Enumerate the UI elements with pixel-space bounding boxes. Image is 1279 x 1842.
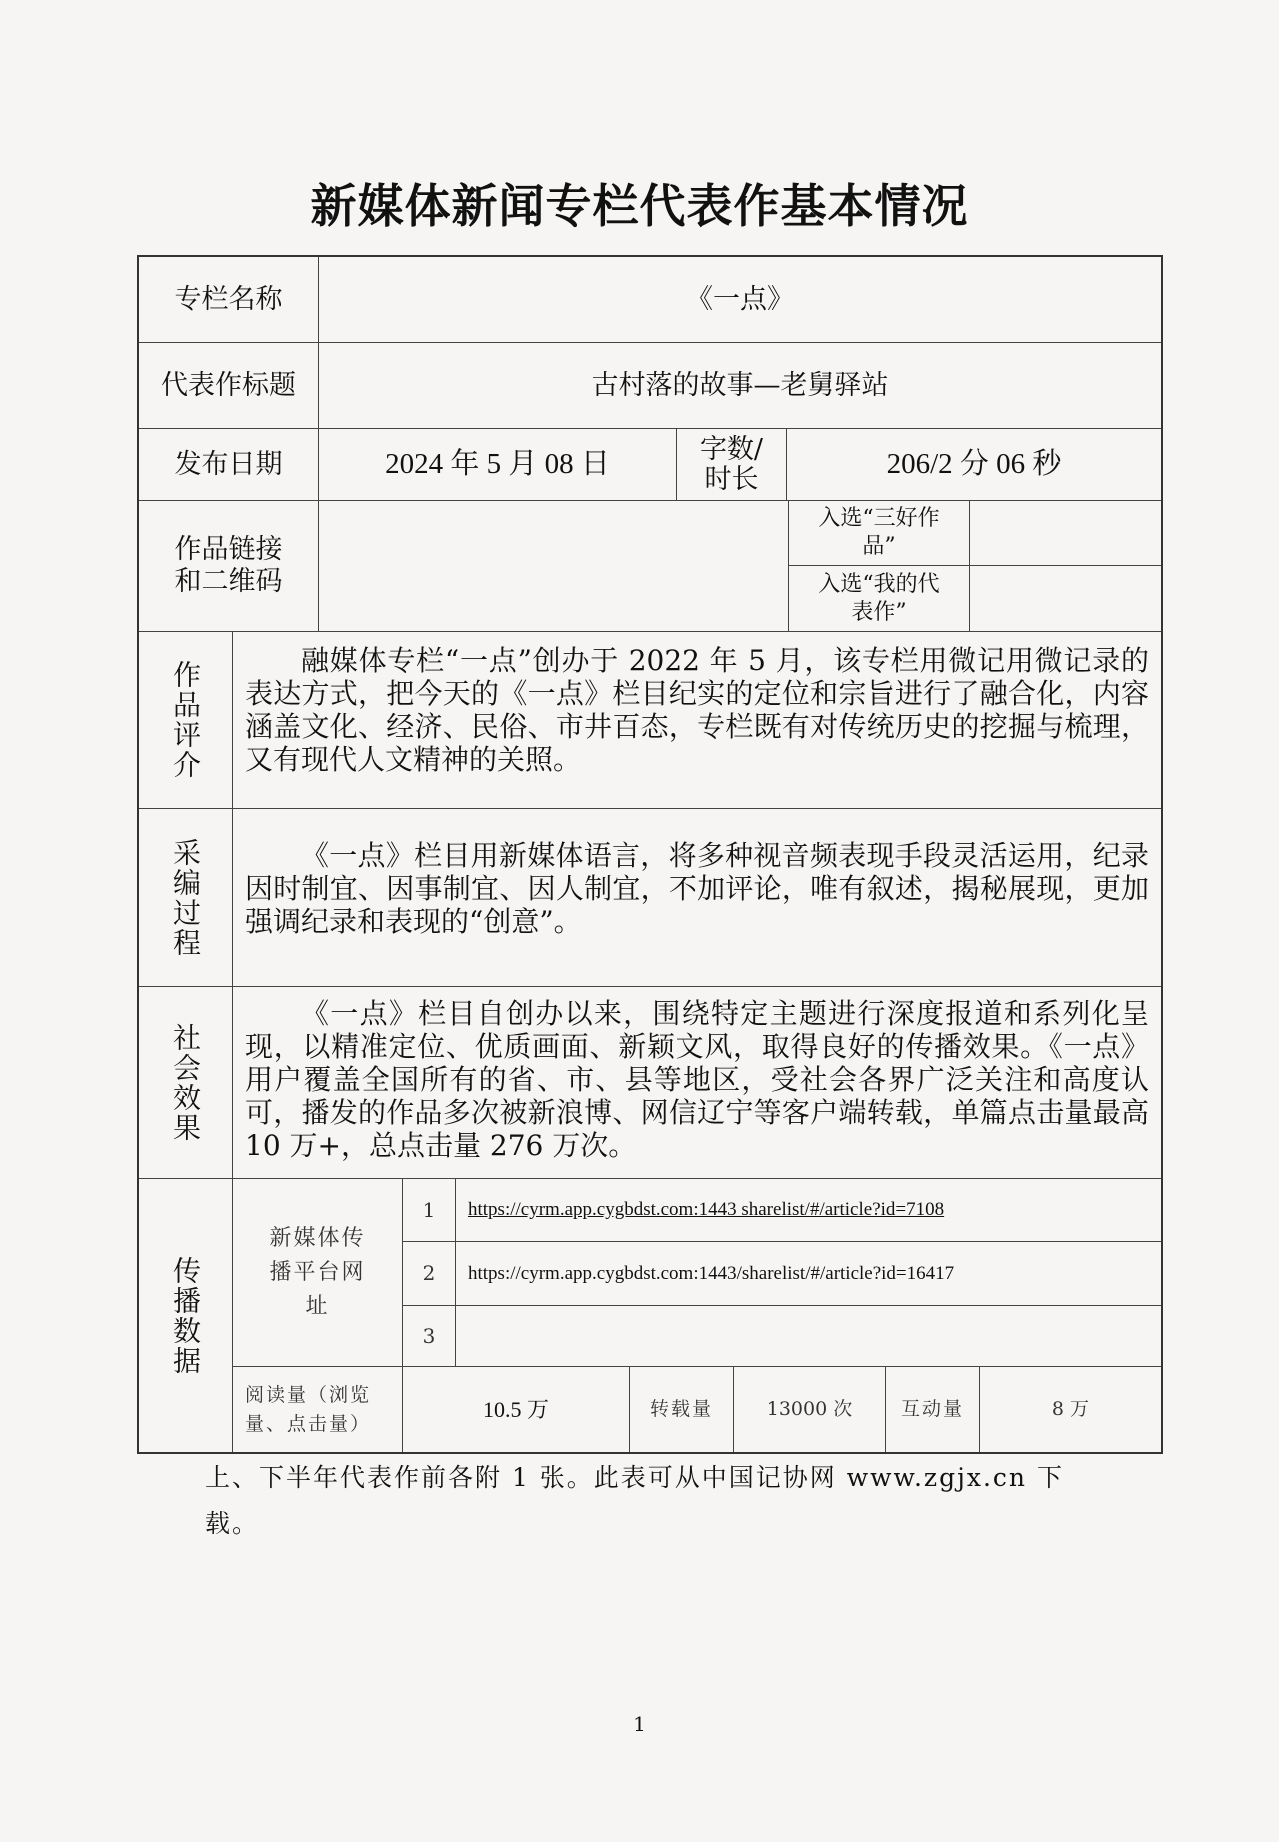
interactions-value: 8 万	[1051, 1398, 1090, 1421]
platform-url-text[interactable]: https://cyrm.app.cygbdst.com:1443 sharelist/#/article?id=7108	[468, 1199, 945, 1221]
reposts-label: 转载量	[630, 1367, 734, 1452]
column-name-value: 《一点》	[319, 257, 1161, 343]
reads-value: 10.5 万	[403, 1367, 630, 1452]
length-label: 字数/时长	[677, 429, 787, 501]
selected-my-work-value	[970, 566, 1161, 632]
page-number: 1	[633, 1712, 646, 1736]
work-link-label: 作品链接和二维码	[139, 501, 319, 632]
reposts-value: 13000 次	[734, 1367, 886, 1452]
url-row-number: 1	[403, 1179, 456, 1242]
work-link-value	[319, 501, 789, 632]
spread-label: 传播数据	[139, 1179, 233, 1452]
work-title-label: 代表作标题	[139, 343, 319, 429]
effect-label: 社会效果	[139, 987, 233, 1179]
column-name-label: 专栏名称	[139, 257, 319, 343]
review-label: 作品评介	[139, 632, 233, 809]
platform-url-link[interactable]: https://cyrm.app.cygbdst.com:1443/sharelist/#/article?id=16417	[456, 1242, 1161, 1306]
footer-note: 上、下半年代表作前各附 1 张。此表可从中国记协网 www.zgjx.cn 下载。	[205, 1463, 1064, 1538]
url-row-number: 2	[403, 1242, 456, 1306]
url-row-number: 3	[403, 1306, 456, 1367]
publish-date-label: 发布日期	[139, 429, 319, 501]
platform-url-label: 新媒体传播平台网址	[233, 1179, 403, 1367]
process-text: 《一点》栏目用新媒体语言，将多种视音频表现手段灵活运用，纪录因时制宜、因事制宜、因人制宜，不加评论，唯有叙述，揭秘展现，更加强调纪录和表现的“创意”。	[233, 809, 1161, 987]
platform-url-link	[456, 1306, 1161, 1367]
selected-three-good-label: 入选“三好作品”	[789, 501, 970, 566]
publish-date-value: 2024 年 5 月 08 日	[319, 429, 677, 501]
process-label: 采编过程	[139, 809, 233, 987]
effect-text: 《一点》栏目自创办以来，围绕特定主题进行深度报道和系列化呈现，以精准定位、优质画面、新颖文风，取得良好的传播效果。《一点》用户覆盖全国所有的省、市、县等地区，受社会各界广泛关注和高度认可，播发的作品多次被新浪博、网信辽宁等客户端转载，单篇点击量最高 10 万+，总点击量 276 万次。	[233, 987, 1161, 1179]
review-text: 融媒体专栏“一点”创办于 2022 年 5 月，该专栏用微记用微记录的表达方式，把今天的《一点》栏目纪实的定位和宗旨进行了融合化，内容涵盖文化、经济、民俗、市井百态，专栏既有对传统历史的挖掘与梳理，又有现代人文精神的关照。	[233, 632, 1161, 809]
platform-url-link[interactable]	[456, 1179, 1161, 1242]
work-title-value: 古村落的故事—老舅驿站	[319, 343, 1161, 429]
page-title: 新媒体新闻专栏代表作基本情况	[310, 179, 969, 233]
reads-label: 阅读量（浏览量、点击量）	[233, 1367, 403, 1452]
interactions-label: 互动量	[886, 1367, 980, 1452]
selected-my-work-label: 入选“我的代表作”	[789, 566, 970, 632]
selected-three-good-value	[970, 501, 1161, 566]
info-table	[137, 255, 1163, 1454]
length-value: 206/2 分 06 秒	[787, 429, 1161, 501]
